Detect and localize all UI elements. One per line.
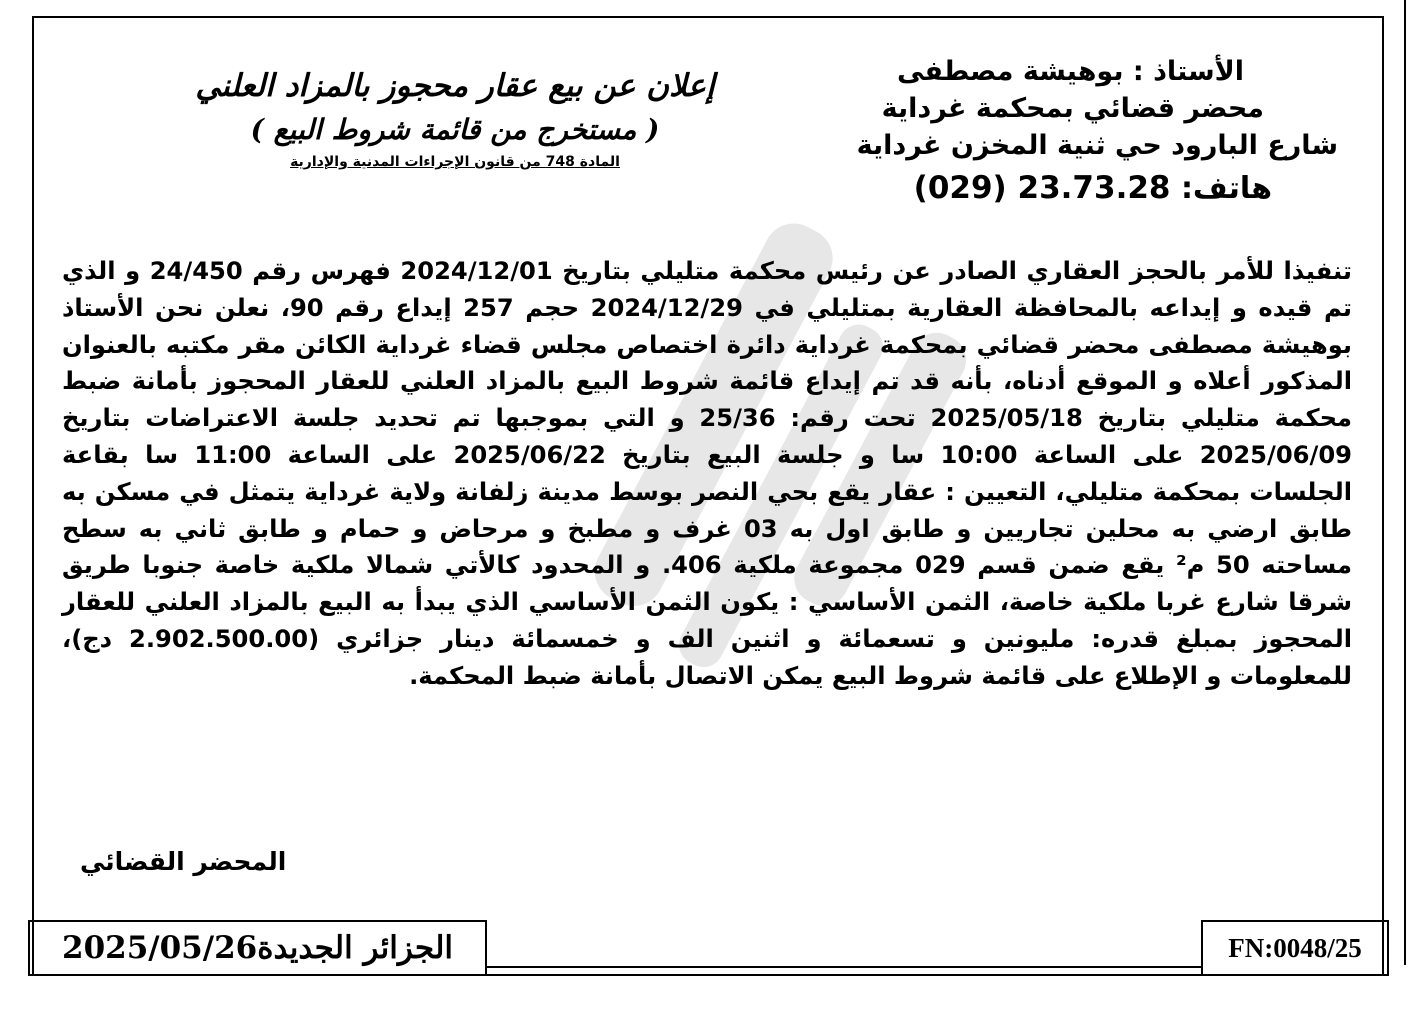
notice-title: إعلان عن بيع عقار محجوز بالمزاد العلني [195,68,715,104]
phone-number: (029) 23.73.28 [913,170,1171,206]
bottom-rule [487,966,1201,968]
bailiff-phone [914,170,1272,206]
bailiff-title: محضر قضائي بمحكمة غرداية [881,93,1264,124]
signature-label: المحضر القضائي [80,847,287,876]
bailiff-address: شارع البارود حي ثنية المخزن غرداية [856,130,1338,161]
publication-box [28,920,487,976]
phone-label: هاتف: [1180,171,1272,206]
bailiff-name: الأستاذ : بوهيشة مصطفى [897,56,1244,87]
publication-date: 2025/05/26 [62,930,258,966]
legal-reference: المادة 748 من قانون الإجراءات المدنية والإدارية [290,154,620,170]
page-edge-line [1404,0,1406,965]
notice-heading [115,64,795,170]
file-number: FN:0048/25 [1228,932,1362,963]
notice-body: تنفيذا للأمر بالحجز العقاري الصادر عن رئيس محكمة متليلي بتاريخ 2024/12/01 فهرس رقم 24/450 و الذي تم قيده و إيداعه بالمحافظة العقارية بمتليلي في 2024/12/29 حجم 257 إيداع رقم 90، نعلن نحن الأستاذ بوهيشة مصطفى محضر قضائي بمحكمة غرداية دائرة اختصاص مجلس قضاء غرداية الكائن مقر مكتبه بالعنوان المذكور أعلاه و الموقع أدناه، بأنه قد تم إيداع قائمة شروط البيع بالمزاد العلني للعقار المحجوز بأمانة ضبط محكمة متليلي بتاريخ 2025/05/18 تحت رقم: 25/36 و التي بموجبها تم تحديد جلسة الاعتراضات بتاريخ 2025/06/09 على الساعة 10:00 سا و جلسة البيع بتاريخ 2025/06/22 على الساعة 11:00 سا بقاعة الجلسات بمحكمة متليلي، التعيين : عقار يقع بحي النصر بوسط مدينة زلفانة ولاية غرداية يتمثل في مسكن به طابق ارضي به محلين تجاريين و طابق اول به 03 غرف و مطبخ و مرحاض و حمام و طابق ثاني به سطح مساحته 50 م² يقع ضمن قسم 029 مجموعة ملكية 406. و المحدود كالأتي شمالا ملكية خاصة جنوبا طريق شرقا شارع غربا ملكية خاصة، الثمن الأساسي : يكون الثمن الأساسي الذي يبدأ به البيع بالمزاد العلني للعقار المحجوز بمبلغ قدره: مليونين و تسعمائة و اثنين الف و خمسمائة دينار جزائري (2.902.500.00 دج)، للمعلومات و الإطلاع على قائمة شروط البيع يمكن الاتصال بأمانة ضبط المحكمة. [62,257,1353,690]
newspaper-name: الجزائر الجديدة [257,930,453,966]
file-number-box [1201,920,1389,976]
notice-subtitle: ( مستخرج من قائمة شروط البيع ) [250,113,660,146]
